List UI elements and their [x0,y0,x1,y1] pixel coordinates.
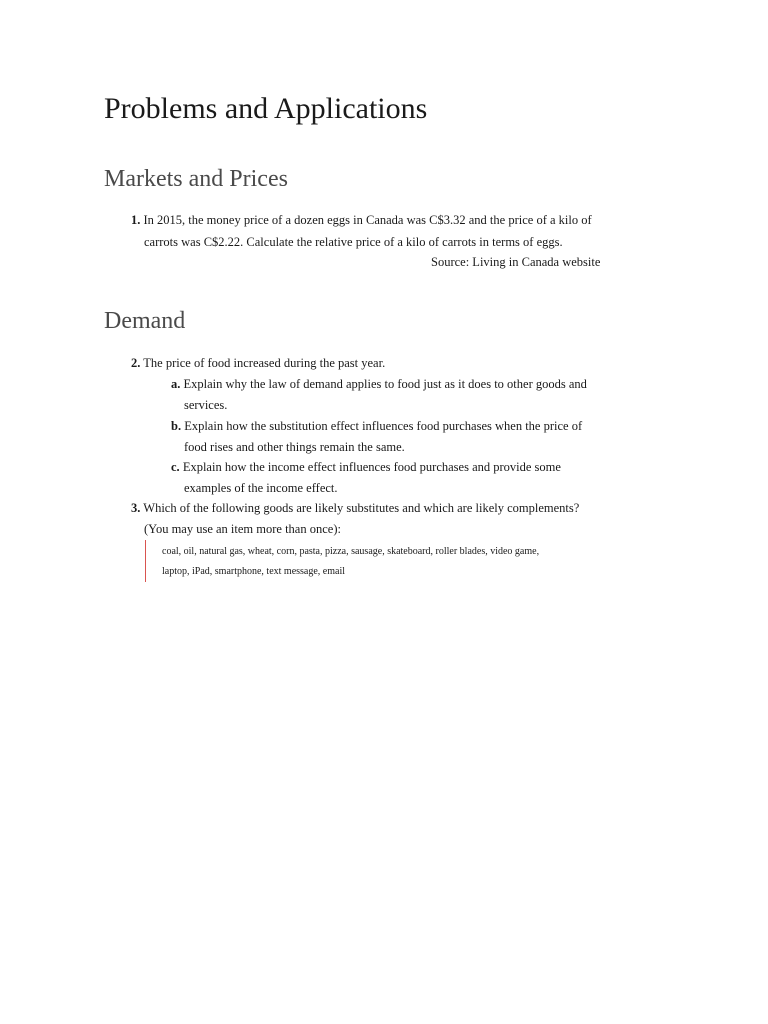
problem-3-items-line-1: coal, oil, natural gas, wheat, corn, pasta, pizza, sausage, skateboard, roller blades, video game, [162,546,540,557]
problem-3-line-1 [131,500,579,516]
problem-2c-letter: c. [171,460,180,474]
section-heading-demand: Demand [104,308,186,334]
problem-2c-line-1 [171,459,561,475]
problem-2-line [131,355,385,371]
problem-3-items-line-2: laptop, iPad, smartphone, text message, email [162,566,346,577]
page-title: Problems and Applications [104,92,428,125]
problem-2b-letter: b. [171,419,182,433]
problem-1-source: Source: Living in Canada website [431,255,601,269]
problem-1-number: 1. [131,213,141,227]
problem-2b-line-2: food rises and other things remain the same. [184,440,405,454]
problem-2a-line-1 [171,376,587,392]
problem-1-line-1 [131,212,592,228]
problem-3-line-2: (You may use an item more than once): [144,522,341,536]
problem-1-line-2: carrots was C$2.22. Calculate the relative price of a kilo of carrots in terms of eggs. [144,235,563,249]
problem-2b-text-1: Explain how the substitution effect influences food purchases when the price of [184,419,583,433]
problem-2a-letter: a. [171,377,181,391]
problem-2c-text-1: Explain how the income effect influences food purchases and provide some [182,460,561,474]
problem-3-text-1: Which of the following goods are likely substitutes and which are likely complements? [143,501,580,515]
problem-2a-line-2: services. [184,398,228,412]
blockquote-bar [145,540,146,582]
problem-2-text: The price of food increased during the past year. [143,356,386,370]
problem-2c-line-2: examples of the income effect. [184,481,338,495]
problem-3-number: 3. [131,501,141,515]
problem-2-number: 2. [131,356,141,370]
problem-2a-text-1: Explain why the law of demand applies to food just as it does to other goods and [183,377,587,391]
problem-1-text-1: In 2015, the money price of a dozen eggs in Canada was C$3.32 and the price of a kilo of [143,213,592,227]
section-heading-markets-and-prices: Markets and Prices [104,166,288,192]
problem-2b-line-1 [171,418,582,434]
